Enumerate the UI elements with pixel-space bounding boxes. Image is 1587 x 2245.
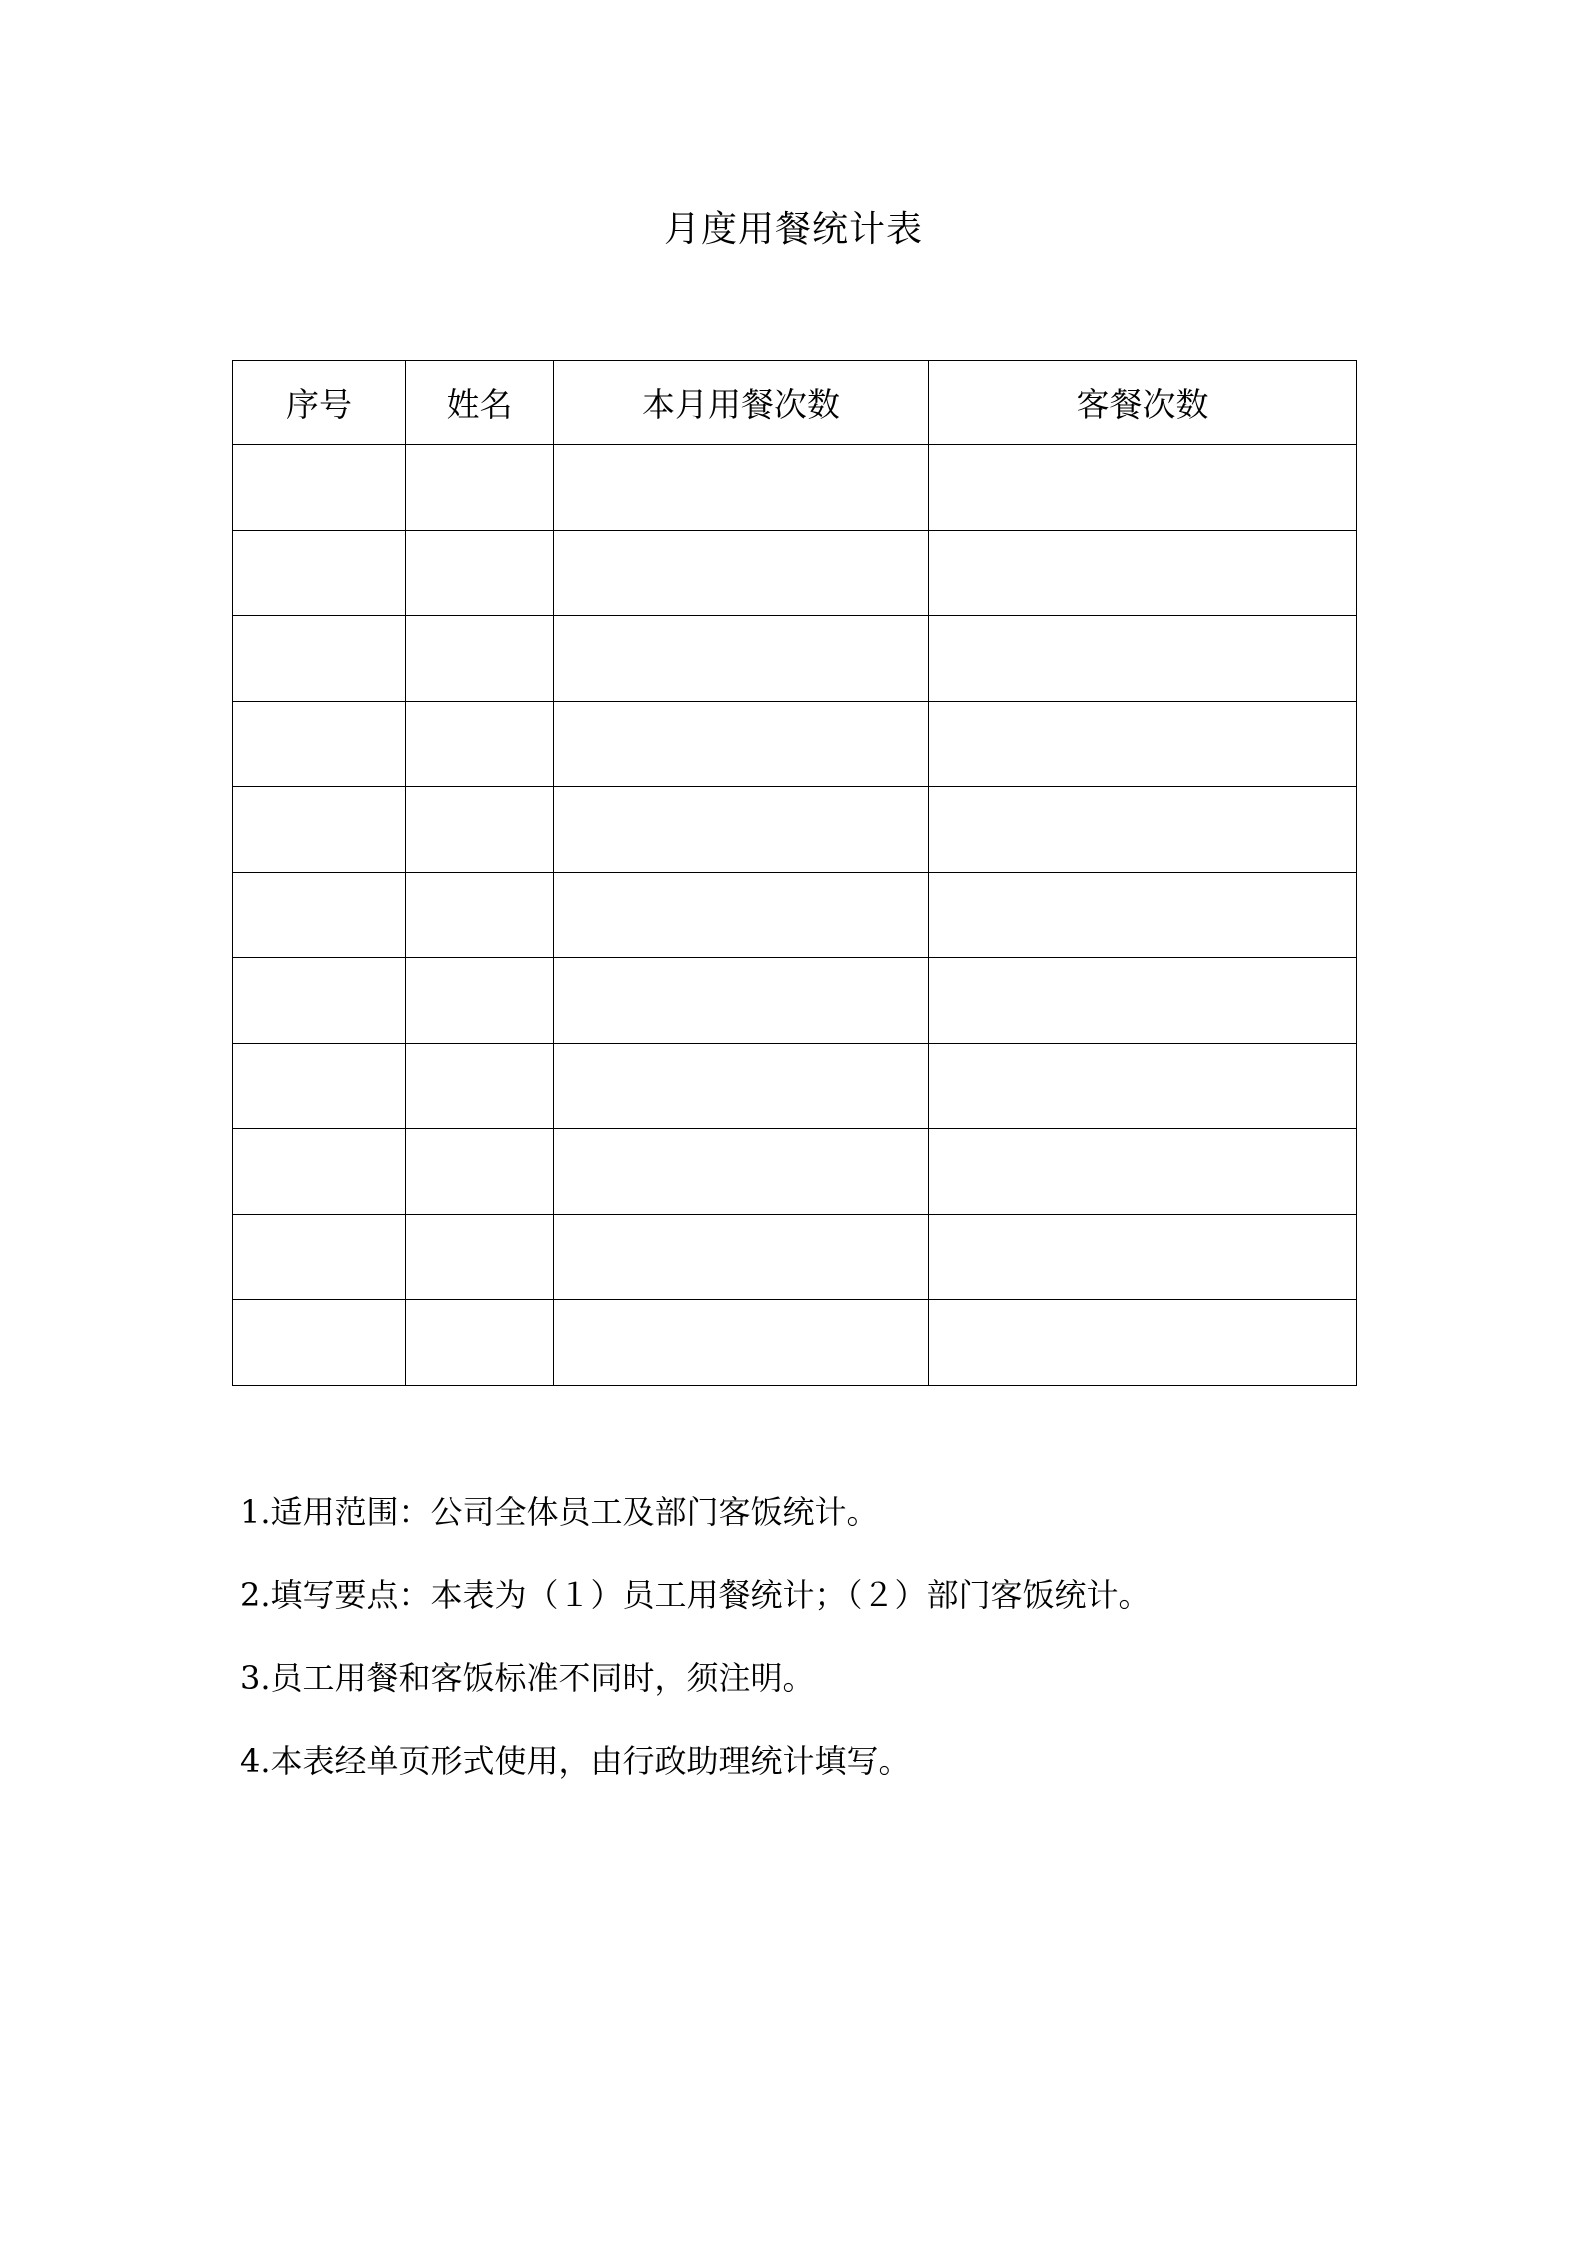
cell-guest-meals[interactable] bbox=[929, 445, 1357, 531]
cell-guest-meals[interactable] bbox=[929, 958, 1357, 1044]
cell-name[interactable] bbox=[406, 1300, 554, 1386]
meal-statistics-table bbox=[232, 360, 1357, 1386]
column-header-monthly-meals: 本月用餐次数 bbox=[554, 361, 929, 445]
cell-monthly-meals[interactable] bbox=[554, 787, 929, 873]
table-body bbox=[233, 445, 1357, 1386]
cell-name[interactable] bbox=[406, 616, 554, 702]
cell-index[interactable] bbox=[233, 787, 406, 873]
cell-guest-meals[interactable] bbox=[929, 530, 1357, 616]
column-header-index: 序号 bbox=[233, 361, 406, 445]
cell-name[interactable] bbox=[406, 445, 554, 531]
cell-name[interactable] bbox=[406, 701, 554, 787]
note-standard-difference: 3.员工用餐和客饭标准不同时，须注明。 bbox=[240, 1659, 815, 1697]
table-row bbox=[233, 1043, 1357, 1129]
cell-guest-meals[interactable] bbox=[929, 787, 1357, 873]
column-header-guest-meals: 客餐次数 bbox=[929, 361, 1357, 445]
cell-index[interactable] bbox=[233, 872, 406, 958]
cell-index[interactable] bbox=[233, 1300, 406, 1386]
cell-index[interactable] bbox=[233, 616, 406, 702]
notes-section bbox=[240, 1490, 1440, 1822]
cell-index[interactable] bbox=[233, 1043, 406, 1129]
cell-monthly-meals[interactable] bbox=[554, 958, 929, 1044]
column-header-name: 姓名 bbox=[406, 361, 554, 445]
table-row bbox=[233, 872, 1357, 958]
cell-name[interactable] bbox=[406, 1043, 554, 1129]
cell-monthly-meals[interactable] bbox=[554, 1214, 929, 1300]
cell-guest-meals[interactable] bbox=[929, 1129, 1357, 1215]
cell-monthly-meals[interactable] bbox=[554, 872, 929, 958]
table-row bbox=[233, 1300, 1357, 1386]
cell-guest-meals[interactable] bbox=[929, 872, 1357, 958]
cell-guest-meals[interactable] bbox=[929, 1300, 1357, 1386]
cell-index[interactable] bbox=[233, 1214, 406, 1300]
cell-name[interactable] bbox=[406, 1214, 554, 1300]
cell-index[interactable] bbox=[233, 958, 406, 1044]
cell-index[interactable] bbox=[233, 701, 406, 787]
table-row bbox=[233, 701, 1357, 787]
cell-index[interactable] bbox=[233, 1129, 406, 1215]
cell-guest-meals[interactable] bbox=[929, 1214, 1357, 1300]
table-row bbox=[233, 958, 1357, 1044]
table-row bbox=[233, 1129, 1357, 1215]
page-title: 月度用餐统计表 bbox=[663, 209, 923, 250]
table-header-row bbox=[233, 361, 1357, 445]
cell-monthly-meals[interactable] bbox=[554, 1129, 929, 1215]
cell-monthly-meals[interactable] bbox=[554, 616, 929, 702]
table-row bbox=[233, 445, 1357, 531]
cell-name[interactable] bbox=[406, 958, 554, 1044]
cell-guest-meals[interactable] bbox=[929, 701, 1357, 787]
cell-guest-meals[interactable] bbox=[929, 1043, 1357, 1129]
cell-index[interactable] bbox=[233, 530, 406, 616]
table-row bbox=[233, 1214, 1357, 1300]
table-row bbox=[233, 787, 1357, 873]
note-scope: 1.适用范围：公司全体员工及部门客饭统计。 bbox=[240, 1493, 879, 1531]
cell-monthly-meals[interactable] bbox=[554, 530, 929, 616]
table-row bbox=[233, 530, 1357, 616]
cell-guest-meals[interactable] bbox=[929, 616, 1357, 702]
cell-index[interactable] bbox=[233, 445, 406, 531]
note-usage: 4.本表经单页形式使用，由行政助理统计填写。 bbox=[240, 1742, 911, 1780]
note-filling-points: 2.填写要点：本表为（１）员工用餐统计；（２）部门客饭统计。 bbox=[240, 1576, 1151, 1614]
cell-name[interactable] bbox=[406, 787, 554, 873]
cell-name[interactable] bbox=[406, 1129, 554, 1215]
cell-monthly-meals[interactable] bbox=[554, 1300, 929, 1386]
cell-monthly-meals[interactable] bbox=[554, 445, 929, 531]
cell-monthly-meals[interactable] bbox=[554, 701, 929, 787]
cell-name[interactable] bbox=[406, 530, 554, 616]
cell-monthly-meals[interactable] bbox=[554, 1043, 929, 1129]
table-row bbox=[233, 616, 1357, 702]
cell-name[interactable] bbox=[406, 872, 554, 958]
